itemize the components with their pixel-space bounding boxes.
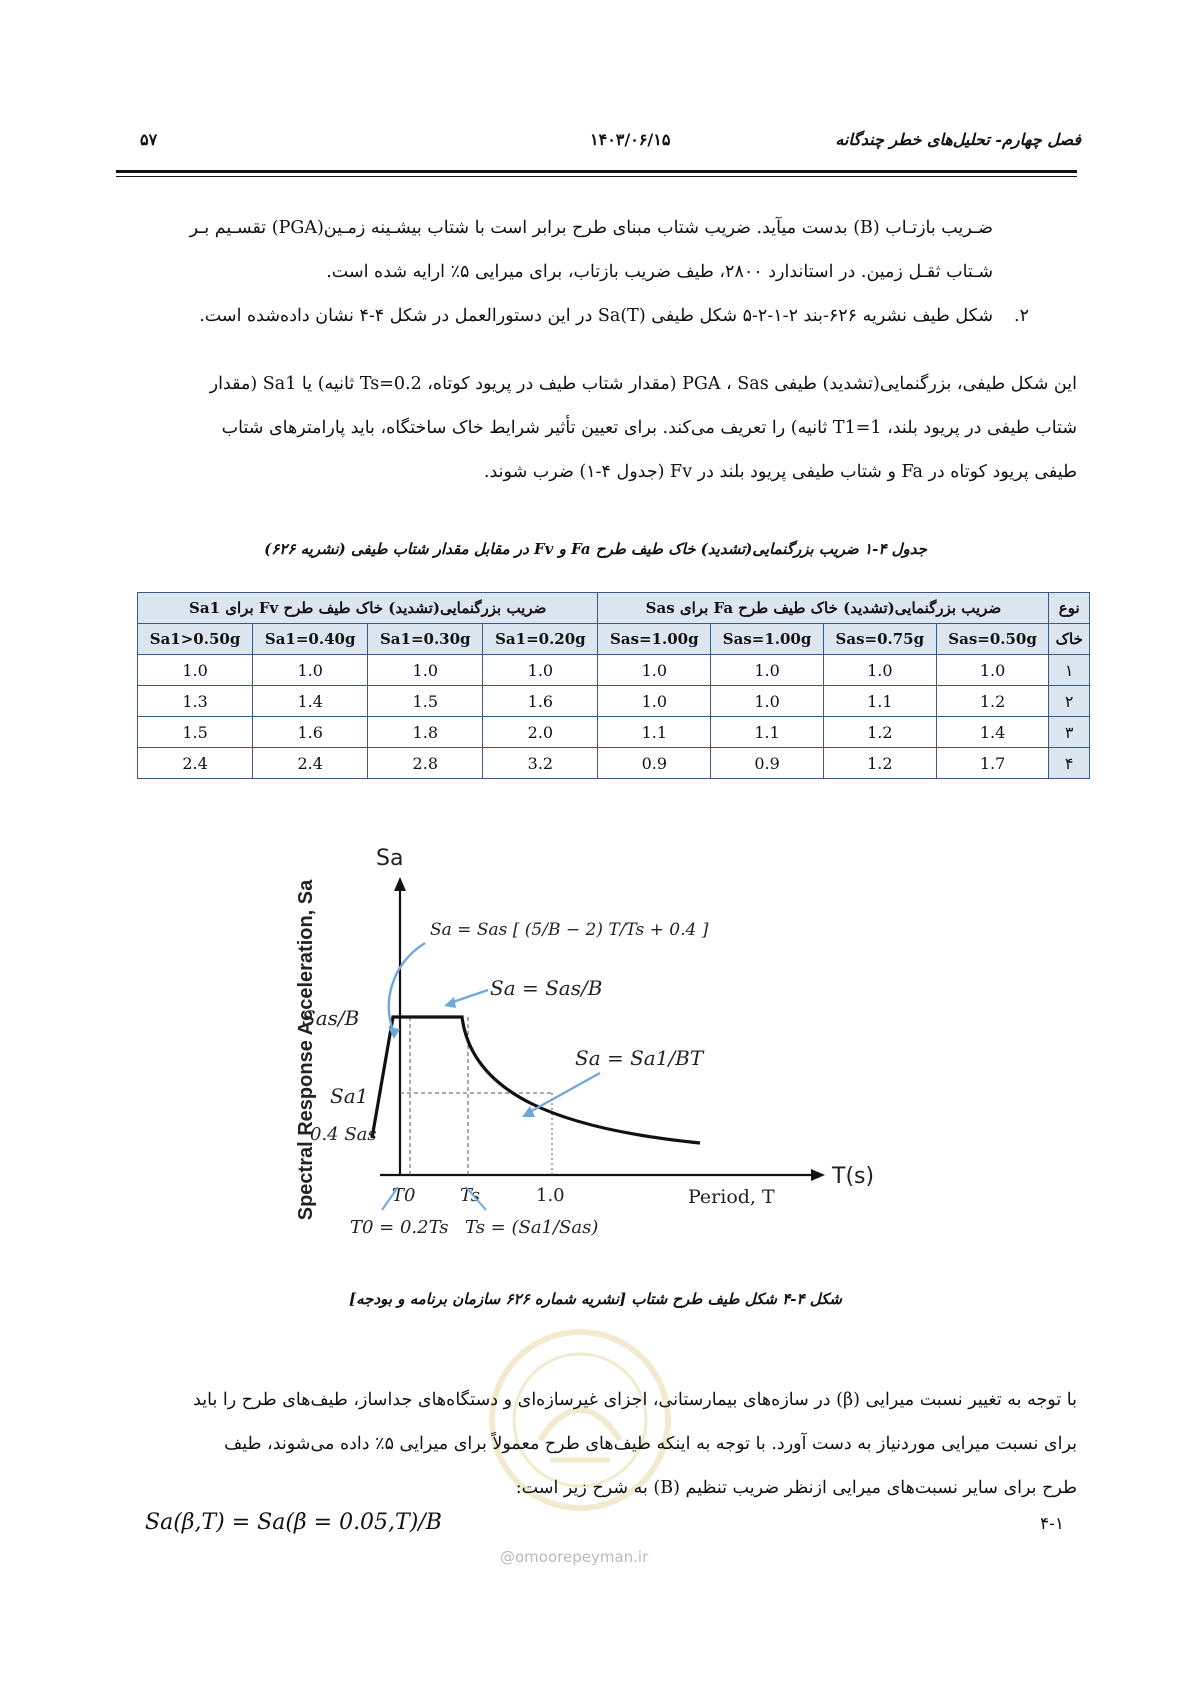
page-number: ۵۷ (140, 130, 158, 149)
label-sas-b: Sas/B (302, 1006, 360, 1030)
arrow-plateau-icon (450, 990, 488, 1003)
y-axis-arrow-icon (394, 877, 406, 891)
col-header-fa: Sas=0.75g (823, 624, 936, 655)
tick-ts: Ts (460, 1185, 480, 1206)
definition-t0: T0 = 0.2Ts (350, 1217, 449, 1238)
tick-one: 1.0 (536, 1185, 565, 1206)
x-axis-arrow-icon (811, 1169, 825, 1181)
arrow-rise-icon (389, 943, 425, 1033)
table-cell: 1.6 (483, 686, 598, 717)
y-axis-symbol: Sa (376, 846, 404, 871)
damping-formula: Sa(β,T) = Sa(β = 0.05,T)/B (145, 1510, 442, 1535)
table-caption: جدول ۴-۱ ضریب بزرگنمایی(تشدید) خاک طیف طرح Fa و Fv در مقابل مقدار شتاب طیفی (نشریه ۶۲۶) (264, 540, 927, 558)
x-axis-title: Period, T (688, 1186, 775, 1208)
table-cell: 1.0 (823, 655, 936, 686)
table-cell: 1.0 (598, 655, 711, 686)
table-cell: 1.5 (368, 686, 483, 717)
label-04sas: 0.4 Sas (310, 1124, 377, 1145)
label-sa1: Sa1 (330, 1084, 369, 1108)
col-header-fa: Sas=0.50g (936, 624, 1049, 655)
figure-caption: شکل ۴-۴ شکل طیف طرح شتاب [نشریه شماره ۶۲۶ سازمان برنامه و بودجه] (349, 1290, 842, 1308)
equation-decay: Sa = Sa1/BT (575, 1046, 704, 1070)
paragraph2-line-1: این شکل طیفی، بزرگنمایی(تشدید) طیفی PGA ، Sas (مقدار شتاب طیف در پریود کوتاه، Ts=0.2 ثانیه) یا Sa1 (مقدار (209, 374, 1077, 394)
intro-line-2: شـتاب ثقـل زمین. در استاندارد ۲۸۰۰، طیف ضریب بازتاب، برای میرایی ۵٪ ارایه شده است. (326, 262, 993, 282)
table-cell: 1.0 (711, 686, 824, 717)
table-cell: 2.8 (368, 748, 483, 779)
soil-type-cell: ۱ (1049, 655, 1090, 686)
table-header-row (138, 593, 1090, 624)
table-cell: 2.4 (253, 748, 368, 779)
header-rule-thin (116, 176, 1077, 177)
table-row (138, 686, 1090, 717)
arrowhead-icon (444, 997, 456, 1008)
table-cell: 1.3 (138, 686, 253, 717)
table-cell: 1.2 (936, 686, 1049, 717)
soil-type-cell: ۴ (1049, 748, 1090, 779)
equation-plateau: Sa = Sas/B (490, 976, 603, 1000)
table-cell: 3.2 (483, 748, 598, 779)
table-cell: 1.5 (138, 717, 253, 748)
table-cell: 1.0 (483, 655, 598, 686)
definition-ts: Ts = (Sa1/Sas) (465, 1217, 599, 1238)
soil-type-cell: ۲ (1049, 686, 1090, 717)
soil-amplification-table (137, 592, 1090, 779)
col-header-fv: Sa1=0.20g (483, 624, 598, 655)
table-cell: 1.0 (368, 655, 483, 686)
table-row (138, 748, 1090, 779)
table-cell: 1.4 (936, 717, 1049, 748)
soil-type-cell: ۳ (1049, 717, 1090, 748)
table-cell: 1.2 (823, 748, 936, 779)
table-cell: 1.8 (368, 717, 483, 748)
table-subheader-row (138, 624, 1090, 655)
y-axis-title: Spectral Response Acceleration, Sa (295, 879, 317, 1221)
table-cell: 1.2 (823, 717, 936, 748)
table-cell: 1.4 (253, 686, 368, 717)
paragraph2-line-3: طیفی پریود کوتاه در Fa و شتاب طیفی پریود بلند در Fv (جدول ۴-۱) ضرب شوند. (483, 462, 1077, 482)
watermark-seal-icon (480, 1320, 680, 1540)
col-header-fv: Sa1=0.40g (253, 624, 368, 655)
formula-number: ۴-۱ (1040, 1514, 1065, 1534)
paragraph3-line-2: برای نسبت میرایی موردنیاز به دست آورد. با توجه به اینکه طیف‌های طرح معمولاً برای میرایی ۵٪ داده می‌شوند، طیف (224, 1434, 1077, 1454)
table-row (138, 717, 1090, 748)
table-cell: 1.0 (138, 655, 253, 686)
equation-rise: Sa = Sas [ (5/B − 2) T/Ts + 0.4 ] (430, 920, 709, 940)
tick-t0: T0 (392, 1185, 416, 1206)
design-spectrum-figure (290, 835, 900, 1265)
chapter-title: فصل چهارم- تحلیل‌های خطر چندگانه (835, 130, 1081, 149)
table-cell: 1.6 (253, 717, 368, 748)
table-cell: 1.0 (598, 686, 711, 717)
table-cell: 2.4 (138, 748, 253, 779)
x-axis-symbol: T(s) (832, 1164, 875, 1189)
table-row (138, 655, 1090, 686)
header-date: ۱۴۰۳/۰۶/۱۵ (590, 130, 671, 149)
table-cell: 2.0 (483, 717, 598, 748)
table-cell: 1.0 (711, 655, 824, 686)
table-cell: 1.7 (936, 748, 1049, 779)
table-cell: 0.9 (711, 748, 824, 779)
col-header-fa: Sas=1.00g (598, 624, 711, 655)
intro-line-1: ضـریب بازتـاب (B) بدست میآید. ضریب شتاب مبنای طرح برابر است با شتاب بیشـینه زمـین(PGA) تقسـیم بـر (189, 218, 993, 238)
paragraph3-line-1: با توجه به تغییر نسبت میرایی (β) در سازه‌های بیمارستانی، اجزای غیرسازه‌ای و دستگاه‌های جداساز، طیف‌های طرح را باید (193, 1390, 1077, 1410)
header-rule-thick (116, 170, 1077, 173)
table-cell: 1.1 (598, 717, 711, 748)
table-cell: 0.9 (598, 748, 711, 779)
table-cell: 1.1 (823, 686, 936, 717)
col-header-fv: Sa1>0.50g (138, 624, 253, 655)
intro-item-number: ۲. (1014, 306, 1029, 326)
col-header-fv: Sa1=0.30g (368, 624, 483, 655)
intro-item-text: شکل طیف نشریه ۶۲۶-بند ۲-۱-۲-۵ شکل طیفی Sa(T) در این دستورالعمل در شکل ۴-۴ نشان داده‌شده است. (199, 306, 993, 326)
table-cell: 1.0 (253, 655, 368, 686)
col-header-fa: Sas=1.00g (711, 624, 824, 655)
soil-header: خاک (1049, 624, 1090, 655)
table-cell: 1.1 (711, 717, 824, 748)
group-header-fv: ضریب بزرگنمایی(تشدید) خاک طیف طرح Fv برای Sa1 (138, 593, 598, 624)
group-header-fa: ضریب بزرگنمایی(تشدید) خاک طیف طرح Fa برای Sas (598, 593, 1049, 624)
table-cell: 1.0 (936, 655, 1049, 686)
spectrum-curve (372, 1017, 700, 1143)
watermark-site: @omoorepeyman.ir (500, 1548, 649, 1566)
paragraph3-line-3: طرح برای سایر نسبت‌های میرایی ازنظر ضریب تنظیم (B) به شرح زیر است: (515, 1478, 1077, 1498)
soil-header: نوع (1049, 593, 1090, 624)
paragraph2-line-2: شتاب طیفی در پریود بلند، T1=1 ثانیه) را تعریف می‌کند. برای تعیین تأثیر شرایط خاک ساختگاه، باید پارامترهای شتاب (221, 418, 1077, 438)
arrow-decay-icon (528, 1073, 600, 1113)
